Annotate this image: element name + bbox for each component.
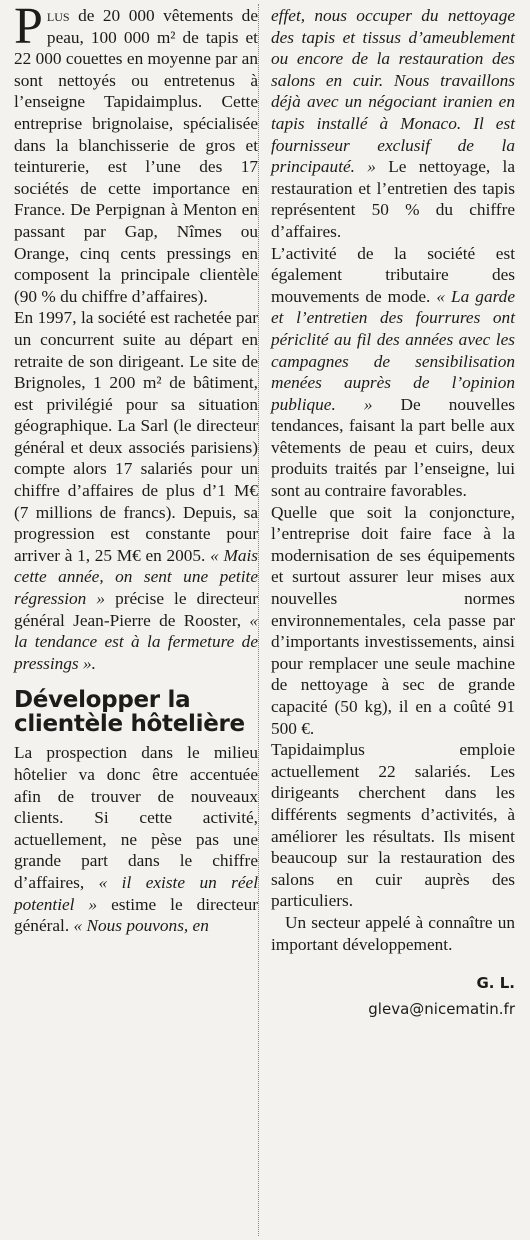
right-column (271, 5, 515, 1020)
hotel-quote-2: « Nous pouvons, en (73, 916, 209, 936)
author-email: gleva@nicematin.fr (368, 999, 515, 1018)
intro-text: de 20 000 vêtements de peau, 100 000 m² de tapis et 22 000 couettes en moyenne par an sont nettoyés ou entretenus à l’enseigne Tapidaimplus. Cette entreprise brignolaise, spécialisée dans la blanchisserie de gros et teinturerie, est l’une des 17 sociétés de cette importance en France. De Perpignan à Menton en passant par Gap, Nîmes ou Orange, cinq cents pressings en composent la principale clientèle (90 % du chiffre d’affaires). (14, 6, 258, 306)
paragraph-history (14, 307, 258, 674)
intro-smallcaps: lus (46, 6, 70, 25)
continued-quote: effet, nous occuper du nettoyage des tapis et tissus d’ameublement ou encore de la restauration des salons en cuir. Nous travaillons déjà avec un négociant iranien en tapis installé à Monaco. Il est fournisseur exclusif de la principauté. » (271, 6, 515, 177)
left-column (14, 0, 258, 937)
paragraph-staff: Tapidaimplus emploie actuellement 22 salariés. Les dirigeants cherchent dans les différents segments d’activités, à améliorer les résultats. Ils misent beaucoup sur la restauration des salons en cuir auprès des particuliers. (271, 740, 515, 911)
paragraph-quote-continued (271, 5, 515, 243)
continued-text: Le nettoyage, la restauration et l’entretien des tapis représentent 50 % du chiffre d’affaires. (271, 157, 515, 241)
paragraph-conclusion: Un secteur appelé à connaître un important développement. (271, 912, 515, 954)
paragraph-modernisation: Quelle que soit la conjoncture, l’entreprise doit faire face à la modernisation de ses équipements et surtout assurer leur mises aux nouvelles normes environnementales, cela passe par d’importants investissements, ainsi pour remplacer une seule machine de nettoyage à sec de grande capacité (50 kg), il en a coûté 91 500 €. (271, 502, 515, 738)
drop-cap: P (14, 0, 43, 55)
fashion-text-2: De nouvelles tendances, faisant la part belle aux vêtements de peau et cuirs, deux produits traités par l’enseigne, lui sont au contraire favorables. (271, 394, 515, 501)
column-divider (258, 4, 259, 1236)
paragraph-intro (14, 0, 258, 307)
history-text: En 1997, la société est rachetée par un concurrent suite au départ en retraite de son dirigeant. Le site de Brignoles, 1 200 m² de bâtiment, est privilégié pour sa situation géographique. La Sarl (le directeur général et deux associés parisiens) compte alors 17 salariés pour un chiffre d’affaires de plus d’1 M€ (7 millions de francs). Depuis, sa progression est constante pour arriver à 1, 25 M€ en 2005. (14, 308, 258, 565)
author-signature: G. L. (476, 974, 515, 993)
history-quote-2: « la tendance est à la fermeture de pressings ». (14, 610, 258, 673)
hotel-text: La prospection dans le milieu hôtelier va donc être accentuée afin de trouver de nouveaux clients. Si cette activité, actuellement, ne pèse pas une grande part dans le chiffre d’affaires, (14, 743, 258, 892)
hotel-mid: estime le directeur général. (14, 894, 258, 936)
paragraph-hotel (14, 742, 258, 936)
history-quote-1: « Mais cette année, on sent une petite régression » (14, 545, 258, 609)
paragraph-fashion (271, 243, 515, 502)
section-heading: Développer la clientèle hôtelière (14, 687, 245, 738)
hotel-quote-1: « il existe un réel potentiel » (14, 872, 258, 914)
fashion-text: L’activité de la société est également tributaire des mouvements de mode. (271, 243, 515, 306)
history-mid: précise le directeur général Jean-Pierre de Rooster, (14, 589, 258, 630)
fashion-quote: « La garde et l’entretien des fourrures ont périclité au fil des années avec les campagnes de sensibilisation menées auprès de l’opinion publique. » (271, 286, 515, 414)
